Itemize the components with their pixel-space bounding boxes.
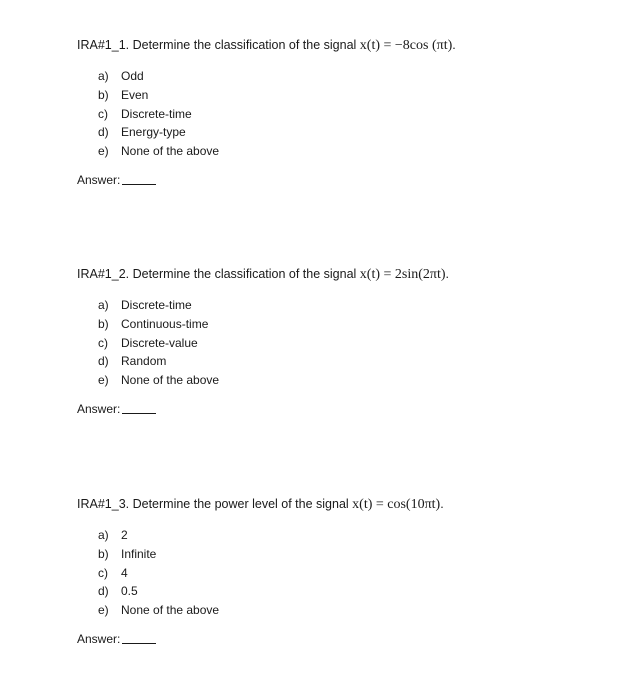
option-item[interactable]	[98, 371, 638, 390]
question-2-options	[98, 296, 638, 390]
option-item[interactable]	[98, 67, 638, 86]
answer-blank[interactable]	[122, 174, 156, 185]
answer-blank[interactable]	[122, 403, 156, 414]
option-letter: d)	[98, 584, 109, 599]
option-text: Discrete-time	[121, 106, 192, 121]
question-2-equation: x(t) = 2sin(2πt)	[359, 267, 446, 282]
option-item[interactable]	[98, 334, 638, 353]
option-item[interactable]	[98, 564, 638, 583]
question-1-options	[98, 67, 638, 161]
option-letter: b)	[98, 316, 109, 331]
option-letter: b)	[98, 87, 109, 102]
option-text: None of the above	[121, 603, 220, 618]
option-letter: e)	[98, 603, 109, 618]
option-item[interactable]	[98, 526, 638, 545]
question-3-answer	[77, 632, 617, 646]
question-3	[77, 496, 617, 646]
answer-label: Answer:	[77, 401, 121, 416]
option-letter: e)	[98, 373, 109, 388]
option-text: Odd	[121, 69, 144, 83]
option-text: 0.5	[121, 584, 138, 599]
option-text: Infinite	[121, 546, 157, 561]
answer-label: Answer:	[77, 172, 121, 187]
option-text: None of the above	[121, 373, 220, 388]
option-item[interactable]	[98, 142, 638, 161]
question-2-prompt: IRA#1_2. Determine the classification of the signal	[77, 267, 360, 281]
question-2	[77, 266, 617, 416]
option-letter: a)	[98, 69, 109, 83]
option-item[interactable]	[98, 296, 638, 315]
option-letter: d)	[98, 354, 109, 369]
option-item[interactable]	[98, 352, 638, 371]
option-letter: c)	[98, 335, 108, 350]
option-item[interactable]	[98, 601, 638, 620]
option-letter: a)	[98, 528, 109, 542]
option-item[interactable]	[98, 582, 638, 601]
question-1-terminator: .	[452, 38, 456, 52]
question-3-terminator: .	[440, 497, 444, 511]
question-2-answer	[77, 402, 617, 416]
option-text: Discrete-time	[121, 298, 192, 312]
option-item[interactable]	[98, 315, 638, 334]
question-2-terminator: .	[445, 267, 450, 281]
option-text: Random	[121, 354, 167, 369]
option-letter: d)	[98, 125, 109, 140]
option-item[interactable]	[98, 86, 638, 105]
question-3-options	[98, 526, 638, 620]
option-text: 4	[121, 565, 128, 580]
question-1-equation: x(t) = −8cos (πt)	[359, 38, 453, 53]
answer-label: Answer:	[77, 631, 121, 646]
option-text: Continuous-time	[121, 316, 209, 331]
option-letter: c)	[98, 106, 108, 121]
question-1-title	[77, 37, 617, 54]
question-2-title	[77, 266, 617, 283]
option-text: Discrete-value	[121, 335, 198, 350]
option-item[interactable]	[98, 105, 638, 124]
option-text: Energy-type	[121, 125, 186, 140]
option-letter: a)	[98, 298, 109, 312]
question-1	[77, 37, 617, 187]
option-text: Even	[121, 87, 149, 102]
question-3-prompt: IRA#1_3. Determine the power level of the signal	[77, 497, 353, 511]
option-item[interactable]	[98, 545, 638, 564]
option-text: None of the above	[121, 144, 220, 159]
question-1-answer	[77, 173, 617, 187]
answer-blank[interactable]	[122, 633, 156, 644]
option-letter: c)	[98, 565, 108, 580]
question-3-title	[77, 496, 617, 513]
option-item[interactable]	[98, 123, 638, 142]
option-letter: e)	[98, 144, 109, 159]
question-1-prompt: IRA#1_1. Determine the classification of the signal	[77, 38, 360, 52]
option-text: 2	[121, 528, 128, 542]
option-letter: b)	[98, 546, 109, 561]
question-3-equation: x(t) = cos(10πt)	[352, 497, 441, 512]
